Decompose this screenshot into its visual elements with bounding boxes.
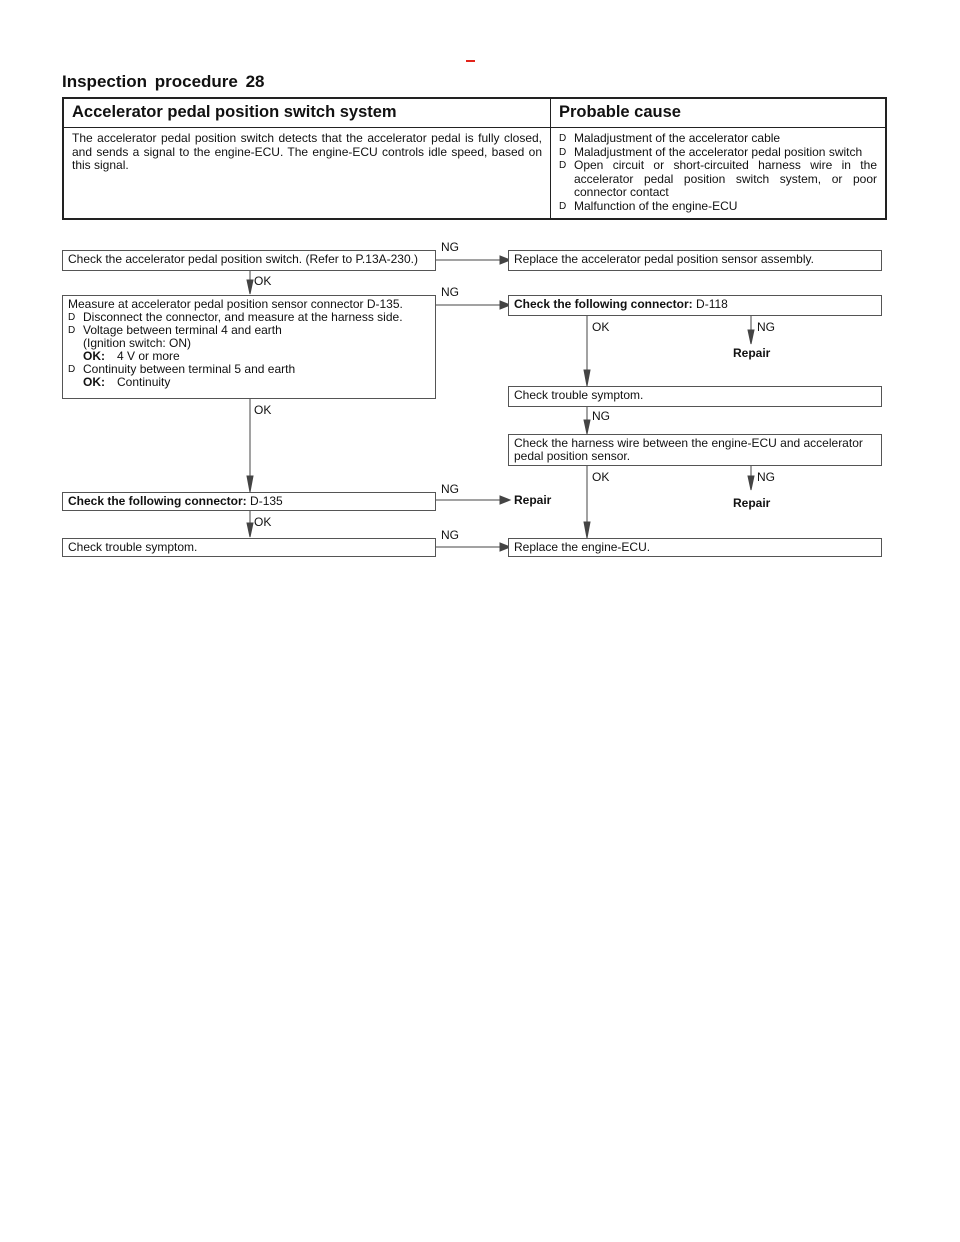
measure-ok-continuity: OK: Continuity (83, 375, 171, 389)
measure-bullet: D Voltage between terminal 4 and earth (68, 323, 282, 337)
check-connector-d118-box: Check the following connector: D-118 (508, 295, 882, 316)
arrow-head (247, 476, 253, 492)
repair-label: Repair (733, 346, 771, 360)
measure-bullet: D Continuity between terminal 5 and earth (68, 362, 296, 376)
replace-ecu-box: Replace the engine-ECU. (508, 538, 882, 557)
repair-label: Repair (733, 496, 771, 510)
arrow-head (584, 522, 590, 538)
arrow-head (247, 280, 253, 294)
table-description: The accelerator pedal position switch detects that the accelerator pedal is fully closed, and sends a signal to the engine-ECU. The engine-ECU controls idle speed, based on this signal. (63, 128, 551, 220)
arrow-head (748, 476, 754, 490)
ng-label: NG (441, 285, 459, 299)
arrow-head (748, 330, 754, 344)
ok-label: OK (254, 274, 272, 288)
ng-label: NG (757, 470, 775, 484)
measure-condition: (Ignition switch: ON) (83, 336, 192, 350)
ok-label: OK (592, 320, 610, 334)
cause-item: D Maladjustment of the accelerator pedal position switch (559, 144, 863, 159)
ng-label: NG (441, 482, 459, 496)
table-header-cause: Probable cause (551, 98, 887, 128)
ok-label: OK (592, 470, 610, 484)
cause-item: D Open circuit or short-circuited harness wire in the accelerator pedal position switch system, or poor connector contact (559, 158, 877, 199)
page-title: Inspection procedure 28 (62, 72, 265, 91)
check-pedal-switch-box: Check the accelerator pedal position switch. (Refer to P.13A-230.) (62, 250, 436, 271)
arrow-head (584, 420, 590, 434)
measure-bullet: D Disconnect the connector, and measure at the harness side. (68, 310, 403, 324)
ng-label: NG (441, 240, 459, 254)
measure-ok-voltage: OK: 4 V or more (83, 349, 180, 363)
cause-item: D Malfunction of the engine-ECU (559, 198, 738, 213)
table-header-system: Accelerator pedal position switch system (63, 98, 551, 128)
cause-item: D Maladjustment of the accelerator cable (559, 131, 781, 145)
harness-check-box: Check the harness wire between the engine-ECU and accelerator pedal position sensor. (508, 434, 882, 466)
ok-label: OK (254, 403, 272, 417)
ng-label: NG (757, 320, 775, 334)
arrow-head (584, 370, 590, 386)
check-connector-d135-box: Check the following connector: D-135 (62, 492, 436, 511)
ng-label: NG (592, 409, 610, 423)
ng-label: NG (441, 528, 459, 542)
check-symptom-left-box: Check trouble symptom. (62, 538, 436, 557)
measure-title: Measure at accelerator pedal position sensor connector D-135. (68, 297, 403, 311)
replace-sensor-box: Replace the accelerator pedal position sensor assembly. (508, 250, 882, 271)
check-symptom-right-box: Check trouble symptom. (508, 386, 882, 407)
ok-label: OK (254, 515, 272, 529)
arrow-head (247, 523, 253, 537)
repair-label: Repair (514, 493, 552, 507)
measure-connector-box (62, 295, 436, 399)
arrow-head (500, 496, 510, 504)
